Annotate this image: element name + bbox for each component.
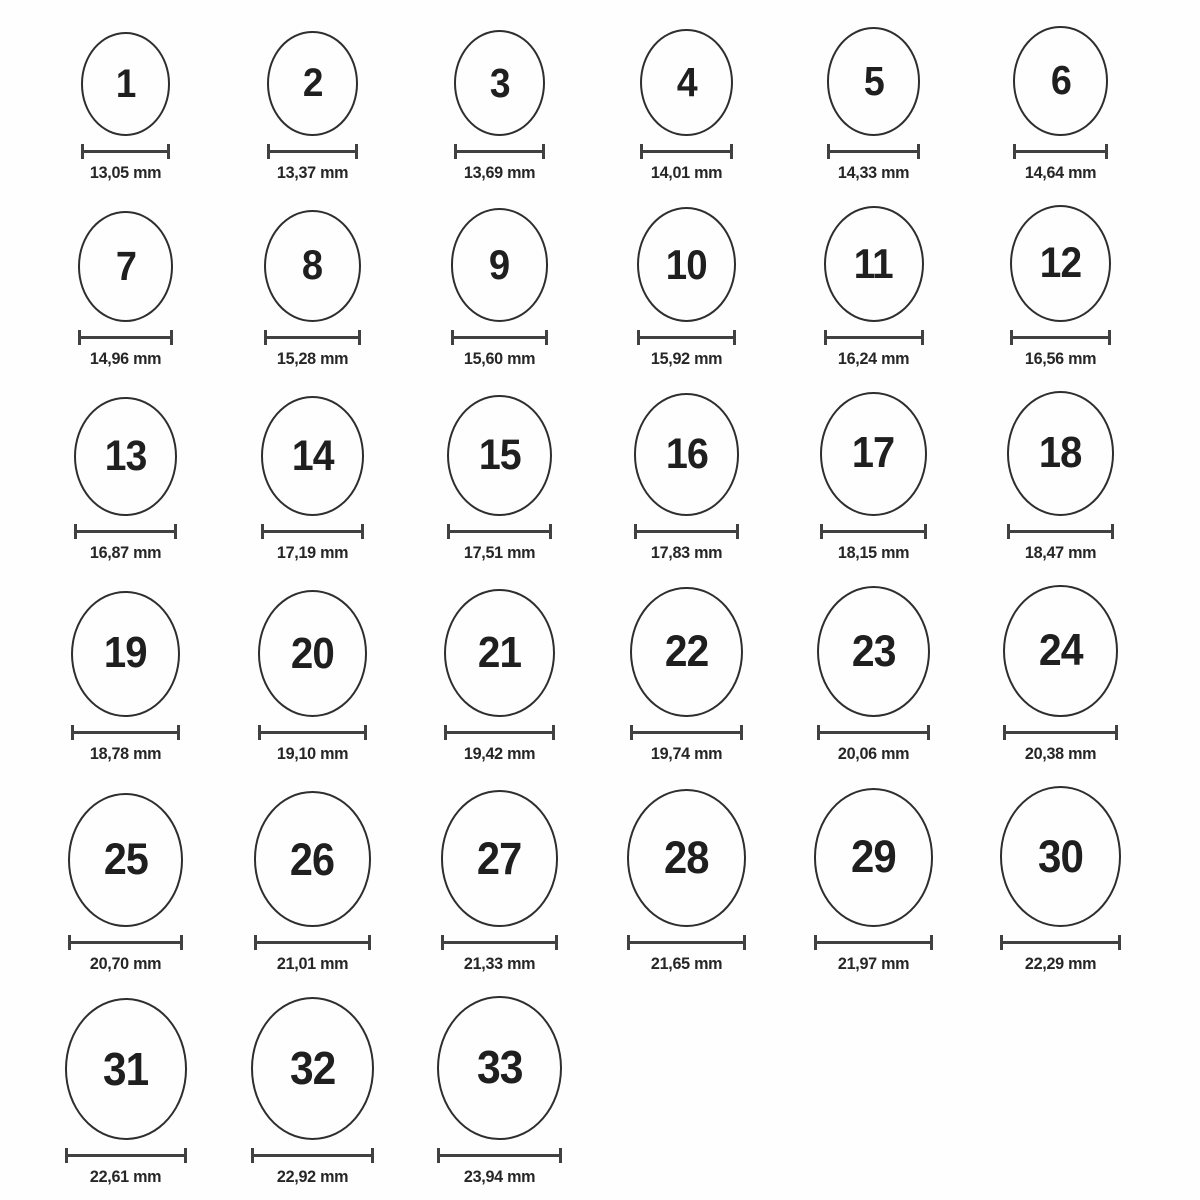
ruler-right-tick	[740, 725, 743, 740]
ring-size-number: 6	[1050, 57, 1071, 104]
ring-size-item	[640, 29, 732, 183]
ring-size-number: 31	[102, 1042, 149, 1095]
ruler-line	[1003, 731, 1117, 734]
ring-size-item	[814, 788, 934, 974]
ruler-line	[261, 530, 364, 533]
ring-circle	[444, 589, 555, 718]
ruler-line	[630, 731, 742, 734]
ruler-line	[827, 150, 920, 153]
diameter-ruler-icon	[827, 144, 920, 159]
ring-size-number: 24	[1038, 625, 1083, 675]
ruler-right-tick	[364, 725, 367, 740]
diameter-ruler-icon	[65, 1148, 187, 1163]
ring-circle	[627, 789, 746, 927]
diameter-ruler-icon	[71, 725, 180, 740]
diameter-label: 18,47 mm	[1024, 542, 1097, 562]
ruler-right-tick	[549, 524, 552, 539]
ring-circle	[437, 996, 561, 1140]
ruler-line	[444, 731, 555, 734]
ruler-line	[627, 941, 746, 944]
ring-size-number: 29	[851, 831, 896, 883]
ring-size-number: 18	[1039, 428, 1082, 477]
ring-size-item	[254, 791, 371, 973]
ring-size-item	[447, 395, 551, 563]
diameter-ruler-icon	[254, 935, 371, 950]
ruler-right-tick	[924, 524, 927, 539]
ring-size-number: 25	[103, 834, 148, 885]
ring-size-number: 17	[852, 429, 895, 478]
diameter-ruler-icon	[1007, 524, 1115, 539]
diameter-label: 22,29 mm	[1024, 953, 1097, 973]
diameter-label: 20,06 mm	[837, 744, 910, 764]
ring-size-number: 22	[664, 627, 709, 677]
diameter-label: 14,64 mm	[1024, 162, 1097, 182]
diameter-ruler-icon	[637, 330, 736, 345]
ring-size-number: 28	[664, 832, 709, 884]
ring-size-item	[437, 996, 561, 1187]
ring-size-number: 30	[1037, 830, 1084, 882]
ring-size-number: 5	[863, 58, 884, 105]
ruler-line	[817, 731, 930, 734]
ring-circle	[637, 207, 736, 322]
ring-size-number: 10	[666, 240, 707, 288]
ring-size-item	[267, 31, 357, 183]
ring-circle	[634, 393, 740, 515]
diameter-ruler-icon	[261, 524, 364, 539]
ruler-right-tick	[930, 935, 933, 950]
ring-size-item	[65, 998, 187, 1187]
ruler-line	[74, 530, 176, 533]
diameter-label: 15,60 mm	[463, 348, 536, 368]
ring-circle	[441, 790, 559, 926]
ruler-right-tick	[174, 524, 177, 539]
ruler-right-tick	[184, 1148, 187, 1163]
ring-circle	[251, 997, 374, 1140]
ruler-right-tick	[542, 144, 545, 159]
ring-size-item	[451, 208, 549, 368]
ruler-right-tick	[371, 1148, 374, 1163]
diameter-label: 19,42 mm	[463, 744, 536, 764]
ruler-right-tick	[552, 725, 555, 740]
ring-size-item	[261, 396, 364, 563]
ring-circle	[1007, 391, 1115, 516]
ring-size-number: 11	[853, 239, 894, 287]
diameter-ruler-icon	[78, 330, 174, 345]
ring-circle	[451, 208, 549, 321]
ring-size-number: 12	[1039, 239, 1082, 287]
ruler-line	[1010, 336, 1111, 339]
ruler-right-tick	[1115, 725, 1118, 740]
diameter-label: 19,10 mm	[276, 744, 349, 764]
diameter-ruler-icon	[81, 144, 170, 159]
ring-circle	[1010, 205, 1111, 322]
ruler-line	[454, 150, 545, 153]
ring-size-number: 27	[477, 832, 522, 884]
diameter-ruler-icon	[264, 330, 361, 345]
diameter-ruler-icon	[824, 330, 924, 345]
ruler-line	[447, 530, 551, 533]
ruler-line	[1000, 941, 1121, 944]
diameter-ruler-icon	[258, 725, 368, 740]
ruler-line	[640, 150, 732, 153]
ring-size-number: 9	[489, 241, 510, 289]
diameter-label: 14,33 mm	[837, 162, 910, 182]
ruler-right-tick	[167, 144, 170, 159]
ring-size-number: 14	[291, 431, 334, 480]
diameter-label: 15,28 mm	[276, 348, 349, 368]
ruler-line	[258, 731, 368, 734]
diameter-label: 14,01 mm	[650, 162, 723, 182]
diameter-label: 21,97 mm	[837, 953, 910, 973]
diameter-label: 13,37 mm	[276, 162, 349, 182]
diameter-label: 21,01 mm	[276, 953, 349, 973]
ring-size-item	[258, 590, 368, 764]
ring-size-item	[1003, 585, 1117, 765]
ring-size-item	[627, 789, 746, 974]
ruler-right-tick	[736, 524, 739, 539]
ruler-right-tick	[1118, 935, 1121, 950]
ring-size-item	[441, 790, 559, 973]
ring-size-number: 32	[289, 1042, 336, 1095]
ring-size-item	[1013, 26, 1108, 183]
diameter-ruler-icon	[817, 725, 930, 740]
ring-circle	[1003, 585, 1117, 718]
ruler-line	[1013, 150, 1108, 153]
ring-size-item	[630, 587, 742, 764]
ruler-right-tick	[180, 935, 183, 950]
ring-circle	[74, 397, 176, 516]
diameter-label: 16,56 mm	[1024, 348, 1097, 368]
diameter-label: 20,38 mm	[1024, 744, 1097, 764]
ring-size-item	[817, 586, 930, 764]
ring-circle	[267, 31, 357, 136]
ring-size-item	[637, 207, 736, 369]
ruler-right-tick	[355, 144, 358, 159]
ring-circle	[68, 793, 183, 927]
ring-size-item	[444, 589, 555, 765]
diameter-ruler-icon	[74, 524, 176, 539]
ring-circle	[78, 211, 174, 322]
diameter-label: 22,92 mm	[276, 1166, 349, 1186]
ruler-right-tick	[921, 330, 924, 345]
ring-size-number: 20	[290, 628, 334, 678]
ring-size-number: 7	[115, 242, 136, 289]
ruler-right-tick	[358, 330, 361, 345]
diameter-ruler-icon	[640, 144, 732, 159]
diameter-ruler-icon	[814, 935, 934, 950]
ring-circle	[827, 27, 920, 135]
diameter-ruler-icon	[437, 1148, 561, 1163]
diameter-ruler-icon	[1010, 330, 1111, 345]
diameter-ruler-icon	[1003, 725, 1117, 740]
ring-size-item	[81, 32, 170, 182]
ring-size-item	[74, 397, 176, 563]
diameter-ruler-icon	[1000, 935, 1121, 950]
diameter-label: 21,33 mm	[463, 953, 536, 973]
ring-circle	[71, 591, 180, 717]
ring-size-item	[820, 392, 927, 563]
ruler-right-tick	[361, 524, 364, 539]
ring-size-item	[1000, 786, 1121, 973]
ring-size-number: 26	[290, 833, 335, 885]
ring-size-number: 33	[476, 1041, 523, 1094]
diameter-ruler-icon	[267, 144, 357, 159]
ring-circle	[261, 396, 364, 516]
diameter-label: 13,05 mm	[89, 162, 162, 182]
ruler-right-tick	[730, 144, 733, 159]
ruler-line	[451, 336, 549, 339]
ring-size-item	[68, 793, 183, 974]
ring-circle	[630, 587, 742, 717]
ring-size-item	[827, 27, 920, 182]
ring-size-number: 2	[302, 60, 323, 106]
ring-size-item	[78, 211, 174, 369]
diameter-ruler-icon	[820, 524, 927, 539]
ring-circle	[640, 29, 732, 136]
diameter-ruler-icon	[634, 524, 740, 539]
diameter-label: 17,51 mm	[463, 542, 536, 562]
diameter-ruler-icon	[630, 725, 742, 740]
ruler-line	[267, 150, 357, 153]
diameter-label: 18,78 mm	[89, 744, 162, 764]
diameter-label: 15,92 mm	[650, 348, 723, 368]
ring-size-item	[454, 30, 545, 183]
diameter-label: 17,19 mm	[276, 542, 349, 562]
diameter-ruler-icon	[251, 1148, 374, 1163]
diameter-label: 20,70 mm	[89, 953, 162, 973]
ring-circle	[447, 395, 551, 516]
ring-size-item	[264, 210, 361, 369]
ruler-right-tick	[545, 330, 548, 345]
ruler-line	[634, 530, 740, 533]
ruler-right-tick	[555, 935, 558, 950]
ring-size-number: 4	[676, 58, 697, 105]
ruler-line	[1007, 530, 1115, 533]
ring-size-item	[1010, 205, 1111, 369]
ruler-line	[254, 941, 371, 944]
ring-size-number: 3	[489, 59, 510, 106]
ring-circle	[81, 32, 170, 135]
diameter-ruler-icon	[454, 144, 545, 159]
ruler-right-tick	[1105, 144, 1108, 159]
diameter-ruler-icon	[441, 935, 559, 950]
ruler-right-tick	[733, 330, 736, 345]
ring-circle	[264, 210, 361, 322]
diameter-label: 17,83 mm	[650, 542, 723, 562]
ring-circle	[254, 791, 371, 926]
ruler-right-tick	[177, 725, 180, 740]
ruler-line	[71, 731, 180, 734]
ring-circle	[820, 392, 927, 516]
ruler-right-tick	[559, 1148, 562, 1163]
ruler-right-tick	[1108, 330, 1111, 345]
ring-size-number: 23	[851, 626, 896, 676]
ring-circle	[824, 206, 924, 322]
diameter-label: 22,61 mm	[89, 1166, 162, 1186]
ruler-right-tick	[170, 330, 173, 345]
ruler-right-tick	[927, 725, 930, 740]
ruler-line	[437, 1154, 561, 1157]
ring-size-item	[824, 206, 924, 369]
diameter-ruler-icon	[68, 935, 183, 950]
ring-size-number: 13	[104, 432, 147, 480]
ruler-line	[65, 1154, 187, 1157]
diameter-label: 19,74 mm	[650, 744, 723, 764]
ring-size-number: 19	[104, 629, 147, 678]
diameter-label: 14,96 mm	[89, 348, 162, 368]
ring-circle	[817, 586, 930, 717]
ring-size-number: 21	[477, 628, 522, 677]
diameter-ruler-icon	[447, 524, 551, 539]
ring-circle	[1013, 26, 1108, 136]
ruler-line	[824, 336, 924, 339]
diameter-label: 16,87 mm	[89, 542, 162, 562]
diameter-ruler-icon	[451, 330, 549, 345]
ring-size-item	[251, 997, 374, 1187]
ruler-right-tick	[917, 144, 920, 159]
ruler-line	[264, 336, 361, 339]
ruler-right-tick	[1111, 524, 1114, 539]
diameter-label: 21,65 mm	[650, 953, 723, 973]
ruler-right-tick	[368, 935, 371, 950]
ring-size-number: 1	[115, 61, 136, 106]
ring-size-item	[71, 591, 180, 764]
diameter-label: 18,15 mm	[837, 542, 910, 562]
ruler-line	[251, 1154, 374, 1157]
ruler-right-tick	[743, 935, 746, 950]
ring-circle	[65, 998, 187, 1140]
ring-size-number: 8	[302, 242, 323, 289]
ruler-line	[637, 336, 736, 339]
ruler-line	[78, 336, 174, 339]
diameter-ruler-icon	[1013, 144, 1108, 159]
ring-circle	[1000, 786, 1121, 926]
diameter-ruler-icon	[627, 935, 746, 950]
ring-circle	[258, 590, 368, 717]
diameter-label: 16,24 mm	[837, 348, 910, 368]
ring-size-item	[634, 393, 740, 562]
diameter-label: 23,94 mm	[463, 1166, 536, 1186]
ring-size-item	[1007, 391, 1115, 563]
ruler-line	[814, 941, 934, 944]
ring-size-number: 16	[665, 430, 708, 479]
ruler-line	[441, 941, 559, 944]
ruler-line	[68, 941, 183, 944]
ruler-line	[81, 150, 170, 153]
ring-circle	[454, 30, 545, 136]
ruler-line	[820, 530, 927, 533]
ring-circle	[814, 788, 934, 927]
ring-size-number: 15	[478, 430, 521, 479]
diameter-label: 13,69 mm	[463, 162, 536, 182]
diameter-ruler-icon	[444, 725, 555, 740]
